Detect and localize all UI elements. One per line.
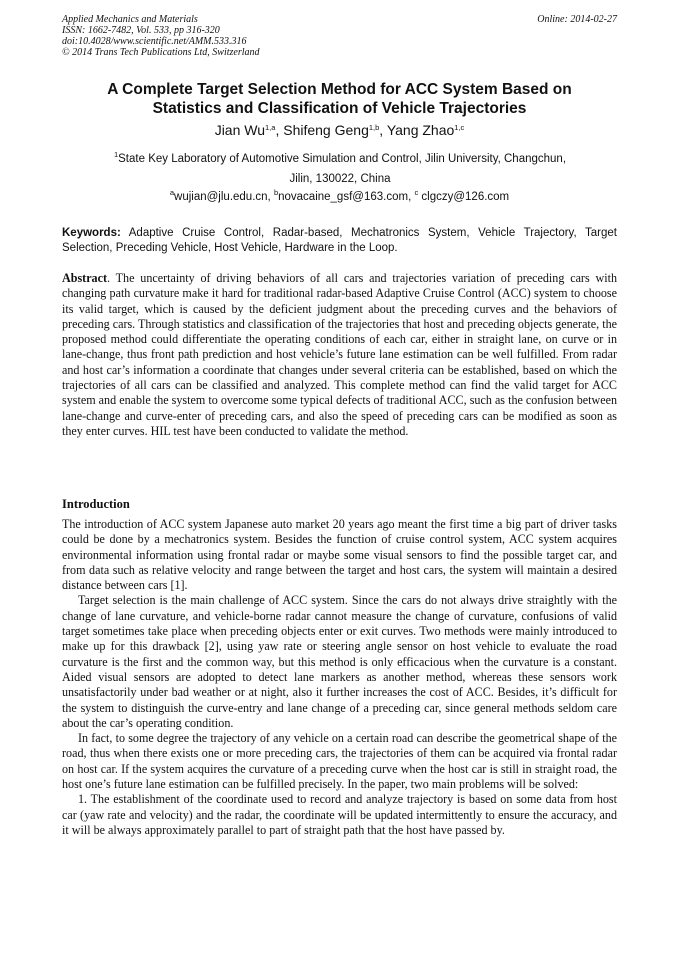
copyright-line: © 2014 Trans Tech Publications Ltd, Switzerland [62, 47, 260, 58]
body-paragraph: The introduction of ACC system Japanese auto market 20 years ago meant the first time a big part of driver tasks could be done by a mechatronics system. Besides the function of cruise control system, ACC system acquires environmental information using frontal radar or maybe some visual sensors to find the possible target car, and from data such as relative velocity and range between the target and host cars, the system will maintain a desired distance between cars [1]. [62, 517, 617, 593]
email-list: $^a$wujian@jlu.edu.cn, $^b$novacaine_gsf@163.com, $^c$ clgczy@126.com [169, 188, 510, 203]
email-address[interactable]: wujian@jlu.edu.cn [174, 191, 268, 203]
author-name: Yang Zhao [386, 122, 455, 138]
paper-title [62, 80, 617, 118]
affiliation-superscript: 1 [113, 150, 119, 159]
author-list: Jian Wu$^{1,a}$, Shifeng Geng$^{1,b}$, Yang Zhao$^{1,c}$ [214, 122, 465, 138]
affiliation [80, 149, 600, 189]
body-paragraph: 1. The establishment of the coordinate used to record and analyze trajectory is based on some data from host car (yaw rate and velocity) and the radar, the coordinate will be updated intermittently to ensure the accuracy, and it will be always approximately parallel to part of straight path that the host have passed by. [62, 792, 617, 837]
keywords-text: Adaptive Cruise Control, Radar-based, Mechatronics System, Vehicle Trajectory, Target Selection, Preceding Vehicle, Host Vehicle, Hardware in the Loop. [62, 227, 617, 254]
title-line-2: Statistics and Classification of Vehicle Trajectories [152, 100, 527, 117]
author-superscript: 1,c [454, 123, 465, 132]
introduction-section [62, 497, 617, 838]
email-superscript: c [414, 188, 419, 197]
keywords-label: Keywords: [62, 227, 121, 239]
title-line-1: A Complete Target Selection Method for ACC System Based on [107, 81, 572, 98]
author-superscript: 1,b [368, 123, 380, 132]
body-paragraph: Target selection is the main challenge of ACC system. Since the cars do not always drive straightly with the change of lane curvature, and vehicle-borne radar cannot measure the change of curvature, confusions of valid target sometimes take place when preceding objects enter or exit curves. Two methods were mainly introduced to make up for this drawback [2], using yaw rate or steering angle sensor on host vehicle to evaluate the road curvature is the first and the common way, but this method is only efficacious when the curvature is a constant. Aided visual sensors are adopted to detect lane markers as another method, whereas these sensors work unsatisfactorily under bad weather or at night, also it further increases the cost of ACC. Besides, it’s difficult for the system to distinguish the curve-entry and lane change of a preceding car, since general methods seldom care about the car’s operating condition. [62, 593, 617, 730]
email-superscript: a [169, 188, 175, 197]
introduction-heading: Introduction [62, 497, 130, 511]
keywords-section [62, 226, 617, 256]
email-address[interactable]: novacaine_gsf@163.com [278, 191, 409, 203]
email-superscript: b [273, 188, 279, 197]
abstract-text: . The uncertainty of driving behaviors of all cars and trajectories variation of preceding cars with changing path curvature make it hard for traditional radar-based Adaptive Cruise Control (ACC) system to choose its valid target, which is caused by the deficient judgment about the preceding curves and the behaviors of preceding cars. Through statistics and classification of the trajectories that host and preceding objects generate, the proposed method could differentiate the operating conditions of each car, either in straight lane, on curve or in lane-change, thus front path prediction and host vehicle’s future lane estimation can be well fulfilled. From radar and host car’s information a coordinate that changes under several criteria can be established, based on which the trajectories of all cars can be classified and analyzed. This complete method can find the valid target for ACC system and enable the system to overcome some typical defects of traditional ACC, such as the confusion between lane-change and curve-enter of preceding cars, and also the speed of preceding cars can be modified as soon as they enter curves. HIL test have been conducted to validate the method. [62, 271, 617, 438]
affiliation-line-2: Jilin, 130022, China [289, 173, 391, 185]
body-paragraph: In fact, to some degree the trajectory of any vehicle on a certain road can describe the geometrical shape of the road, thus when there exists one or more preceding cars, the trajectories of them can be acquired via frontal radar on host car. If the system acquires the curvature of a preceding curve when the host car is still in straight road, the host one’s future lane estimation can be fulfilled precisely. In the paper, two main problems will be solved: [62, 731, 617, 792]
email-address[interactable]: clgczy@126.com [421, 191, 510, 203]
journal-name: Applied Mechanics and Materials [62, 14, 198, 25]
author-name: Shifeng Geng [283, 122, 369, 138]
affiliation-line-1: State Key Laboratory of Automotive Simulation and Control, Jilin University, Changchun, [118, 153, 567, 165]
doi-line[interactable]: doi:10.4028/www.scientific.net/AMM.533.316 [62, 36, 247, 47]
abstract-label: Abstract [62, 271, 108, 285]
online-date: Online: 2014-02-27 [537, 14, 617, 25]
abstract-section [62, 271, 617, 439]
author-name: Jian Wu [214, 122, 266, 138]
author-superscript: 1,a [265, 123, 276, 132]
journal-header [62, 14, 617, 58]
issn-line: ISSN: 1662-7482, Vol. 533, pp 316-320 [62, 25, 220, 36]
